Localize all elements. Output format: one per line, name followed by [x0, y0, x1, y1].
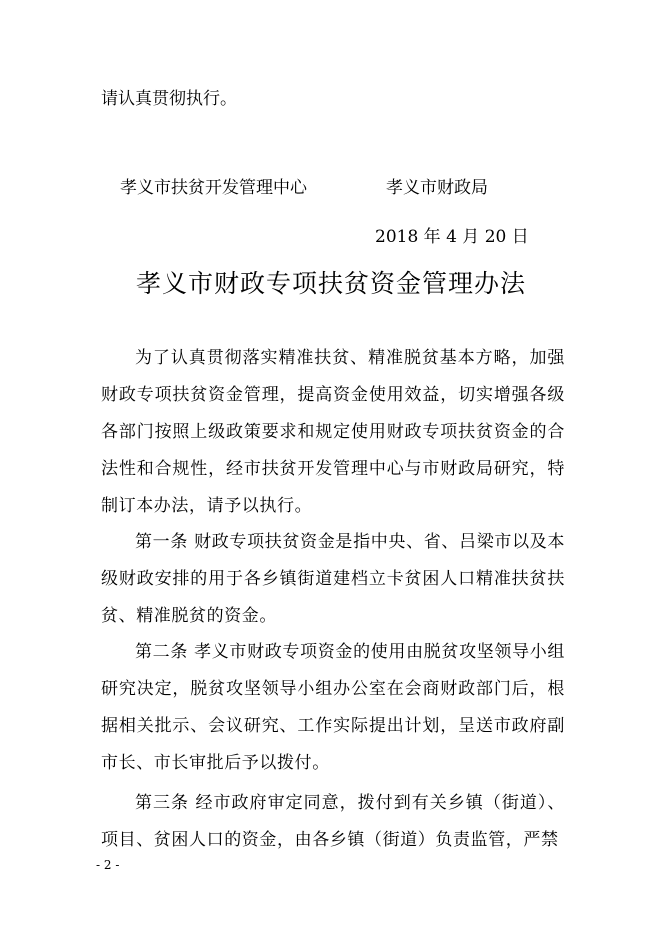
paragraph-article-1: 第一条 财政专项扶贫资金是指中央、省、吕梁市以及本级财政安排的用于各乡镇街道建档立卡贫困人口精准扶贫扶贫、精准脱贫的资金。 [101, 532, 565, 626]
signature-left: 孝义市扶贫开发管理中心 [120, 178, 307, 198]
paragraph-article-2: 第二条 孝义市财政专项资金的使用由脱贫攻坚领导小组研究决定，脱贫攻坚领导小组办公室在会商财政部门后，根据相关批示、会议研究、工作实际提出计划，呈送市政府副市长、市长审批后予以拨付。 [101, 642, 565, 773]
page-number: - 2 - [96, 858, 120, 872]
paragraph-article-3: 第三条 经市政府审定同意，拨付到有关乡镇（街道）、项目、贫困人口的资金，由各乡镇（街道）负责监管，严禁 [101, 793, 565, 850]
document-date: 2018 年 4 月 20 日 [375, 227, 529, 247]
signature-right: 孝义市财政局 [386, 178, 488, 198]
paragraph-intro: 为了认真贯彻落实精准扶贫、精准脱贫基本方略，加强财政专项扶贫资金管理，提高资金使用效益，切实增强各级各部门按照上级政策要求和规定使用财政专项扶贫资金的合法性和合规性，经市扶贫开发管理中心与市财政局研究，特制订本办法，请予以执行。 [101, 348, 565, 516]
document-title: 孝义市财政专项扶贫资金管理办法 [135, 269, 526, 298]
closing-text: 请认真贯彻执行。 [101, 89, 237, 109]
